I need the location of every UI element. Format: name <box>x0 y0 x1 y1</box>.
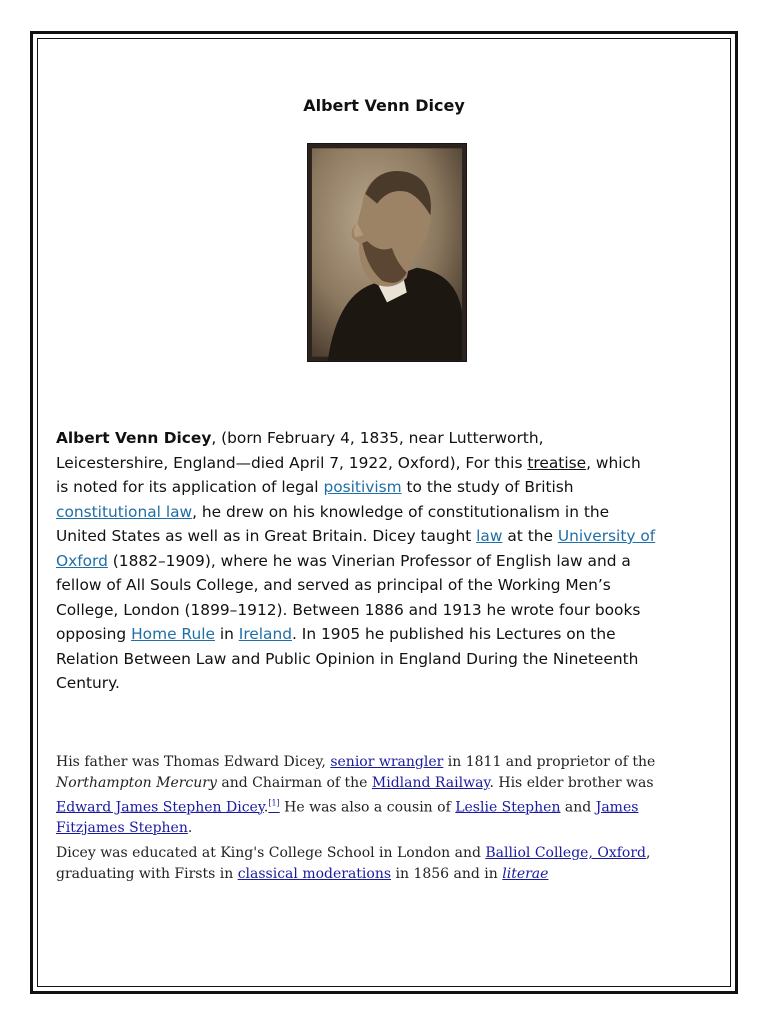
education-text-1: Dicey was educated at King's College School in London and <box>56 845 486 861</box>
father-text-6: He was also a cousin of <box>279 799 456 816</box>
bio-text-7: in <box>214 625 239 643</box>
footnote-link[interactable] <box>268 799 279 815</box>
father-text-1: His father was Thomas Edward Dicey, <box>56 754 331 770</box>
treatise-text: treatise <box>527 453 587 472</box>
father-text-5: . <box>263 799 269 816</box>
balliol-college-link[interactable]: Balliol College, Oxford <box>485 845 646 861</box>
edward-dicey-link[interactable]: Edward James Stephen Dicey <box>56 799 264 816</box>
ireland-link[interactable]: Ireland <box>238 625 293 643</box>
bio-text-8: . In 1905 he published his Lectures on the Relation Between Law and Public Opinion in England During the Nineteenth Century. <box>56 625 639 692</box>
father-text-2: in 1811 and proprietor of the <box>443 754 656 770</box>
literae-text: literae <box>502 865 549 882</box>
page-title: Albert Venn Dicey <box>303 96 465 115</box>
bio-text-2: , which is noted for its application of legal <box>56 453 641 496</box>
james-fitzjames-stephen-link[interactable]: James Fitzjames Stephen <box>56 799 639 837</box>
father-paragraph <box>56 752 656 839</box>
bio-text-6: (1882–1909), where he was Vinerian Professor of English law and a fellow of All Souls College, and served as principal of the Working Men’s College, London (1899–1912). Between 1886 and 1913 he wrote four books opposing <box>56 551 641 643</box>
father-text-4: . His elder brother was <box>489 774 654 791</box>
father-text-3: and Chairman of the <box>216 774 372 791</box>
subject-name: Albert Venn Dicey <box>56 429 212 447</box>
home-rule-link[interactable]: Home Rule <box>131 625 215 643</box>
portrait-image <box>307 143 467 362</box>
classical-moderations-link[interactable]: classical moderations <box>237 865 392 882</box>
bio-text-4: , he drew on his knowledge of constitutionalism in the United States as well as in Great Britain. Dicey taught <box>56 502 610 545</box>
father-text-8: . <box>187 820 193 837</box>
biography-paragraph <box>56 426 656 696</box>
education-paragraph <box>56 843 656 885</box>
footnote-marker: [1] <box>268 798 280 808</box>
university-of-oxford-link[interactable]: University of Oxford <box>56 527 656 570</box>
bio-text-1: , (born February 4, 1835, near Lutterworth, Leicestershire, England—died April 7, 1922, Oxford), For this <box>56 429 544 472</box>
law-link[interactable]: law <box>476 527 503 545</box>
positivism-link[interactable]: positivism <box>323 478 402 496</box>
portrait-illustration <box>308 144 466 361</box>
education-text-3: in 1856 and in <box>391 865 503 882</box>
midland-railway-link[interactable]: Midland Railway <box>371 774 490 791</box>
senior-wrangler-link[interactable]: senior wrangler <box>330 754 444 770</box>
leslie-stephen-link[interactable]: Leslie Stephen <box>455 799 561 816</box>
bio-text-5: at the <box>502 527 558 545</box>
northampton-mercury-title: Northampton Mercury <box>56 774 217 791</box>
literae-link[interactable] <box>502 866 548 882</box>
education-text-2: , graduating with Firsts in <box>56 845 651 882</box>
bio-text-3: to the study of British <box>401 478 574 496</box>
father-text-7: and <box>560 799 596 816</box>
constitutional-law-link[interactable]: constitutional law <box>56 502 193 521</box>
